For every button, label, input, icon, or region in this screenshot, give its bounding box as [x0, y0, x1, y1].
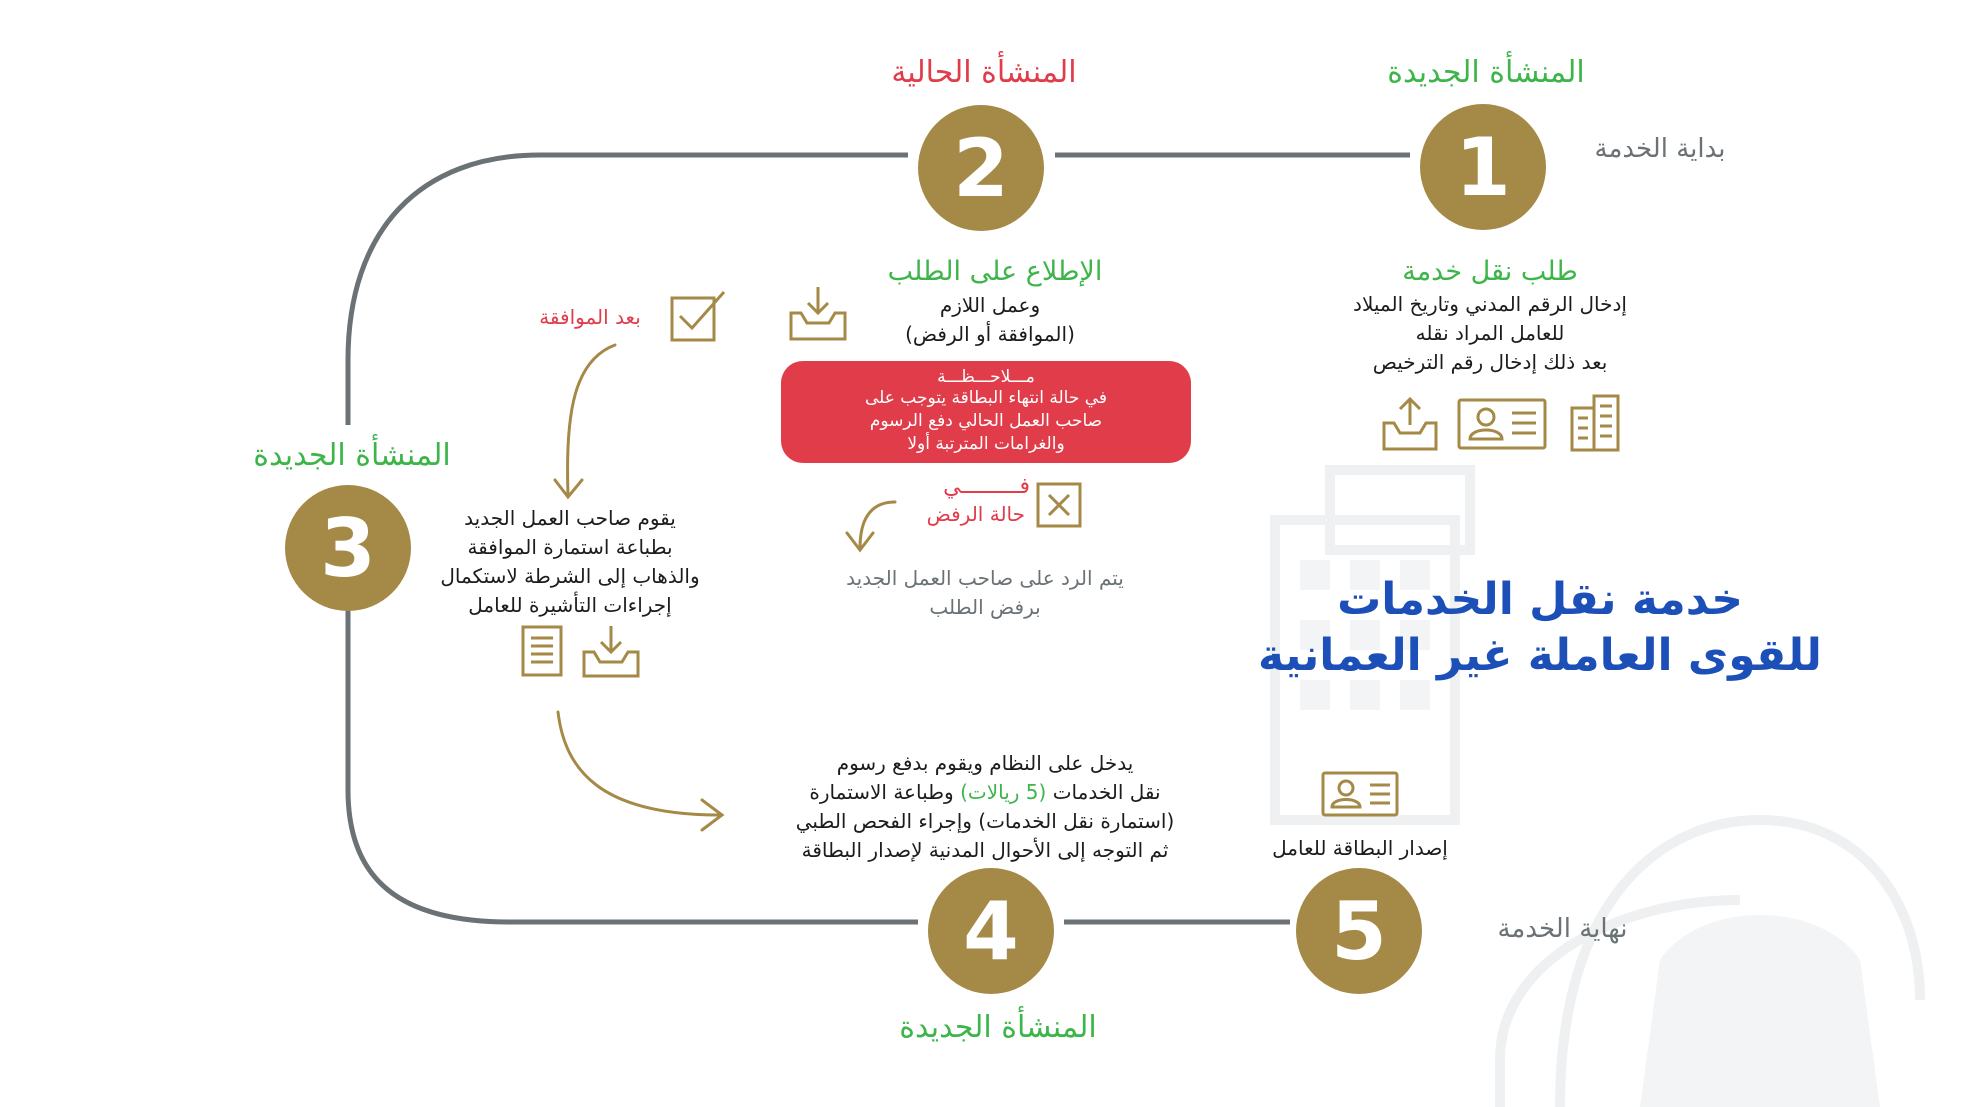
rejection-label-bottom: حالة الرفض — [926, 502, 1025, 526]
main-title — [1240, 572, 1840, 684]
service-end-label: نهاية الخدمة — [1497, 914, 1628, 944]
step-3-line: والذهاب إلى الشرطة لاستكمال — [440, 564, 700, 588]
note-title: مـــلاحـــظـــة — [937, 367, 1035, 387]
step-1-line: إدخال الرقم المدني وتاريخ الميلاد — [1353, 292, 1627, 316]
step-1-stage-label: المنشأة الجديدة — [1387, 55, 1585, 90]
step-4-line-part: نقل الخدمات — [1052, 780, 1161, 804]
step-1-description — [1300, 290, 1680, 377]
step-5-caption: إصدار البطاقة للعامل — [1272, 836, 1448, 860]
rejection-result-line: برفض الطلب — [929, 595, 1041, 619]
service-fee-badge: (5 ريالات) — [960, 780, 1047, 804]
checkbox-checked-icon — [668, 288, 728, 346]
step-1-title: طلب نقل خدمة — [1402, 256, 1578, 287]
step-5-circle: 5 — [1296, 868, 1422, 994]
note-line: والغرامات المترتبة أولا — [907, 434, 1065, 454]
note-line: في حالة انتهاء البطاقة يتوجب على — [864, 388, 1108, 408]
building-icon — [1568, 392, 1624, 452]
step-4-line: (استمارة نقل الخدمات) وإجراء الفحص الطبي — [795, 809, 1175, 833]
step-4-line — [760, 778, 1210, 807]
step-4-circle: 4 — [928, 868, 1054, 994]
step-3-stage-label: المنشأة الجديدة — [253, 438, 451, 473]
checkbox-x-icon — [1036, 482, 1082, 528]
step-3-line: يقوم صاحب العمل الجديد — [464, 506, 676, 530]
step-2-stage-label: المنشأة الحالية — [891, 55, 1077, 90]
rejection-result-line: يتم الرد على صاحب العمل الجديد — [846, 566, 1124, 590]
step-3-line: إجراءات التأشيرة للعامل — [468, 593, 672, 617]
step-4-line: ثم التوجه إلى الأحوال المدنية لإصدار البطاقة — [801, 838, 1169, 862]
step-1-circle: 1 — [1420, 104, 1546, 230]
note-line: صاحب العمل الحالي دفع الرسوم — [869, 411, 1103, 431]
step-1-line: بعد ذلك إدخال رقم الترخيص — [1372, 350, 1608, 374]
service-start-label: بداية الخدمة — [1594, 134, 1726, 164]
step-1-line: للعامل المراد نقله — [1415, 321, 1565, 345]
step-4-line: يدخل على النظام ويقوم بدفع رسوم — [836, 751, 1134, 775]
rejection-label-top: فـــــــــي — [943, 474, 1030, 499]
step-3-circle: 3 — [285, 485, 411, 611]
upload-tray-icon — [1380, 395, 1440, 453]
step-3-line: بطباعة استمارة الموافقة — [467, 535, 673, 559]
id-card-icon — [1456, 397, 1548, 451]
rejection-result — [810, 564, 1160, 622]
approval-label: بعد الموافقة — [539, 305, 641, 329]
step-3-description — [405, 504, 735, 620]
step-2-description — [840, 291, 1140, 349]
step-2-line: (الموافقة أو الرفض) — [905, 322, 1075, 346]
document-icon — [520, 624, 564, 678]
main-title-line: للقوى العاملة غير العمانية — [1258, 630, 1822, 681]
step-4-line-part: وطباعة الاستمارة — [809, 780, 954, 804]
step-2-line: وعمل اللازم — [939, 293, 1041, 317]
main-title-line: خدمة نقل الخدمات — [1337, 574, 1743, 625]
step-4-description — [760, 749, 1210, 865]
step-2-circle: 2 — [918, 105, 1044, 231]
download-tray-icon — [787, 283, 849, 343]
id-card-icon — [1320, 770, 1400, 818]
step-2-title: الإطلاع على الطلب — [887, 256, 1103, 287]
step-4-stage-label: المنشأة الجديدة — [899, 1010, 1097, 1045]
download-tray-icon — [580, 622, 642, 680]
note-box — [781, 361, 1191, 463]
